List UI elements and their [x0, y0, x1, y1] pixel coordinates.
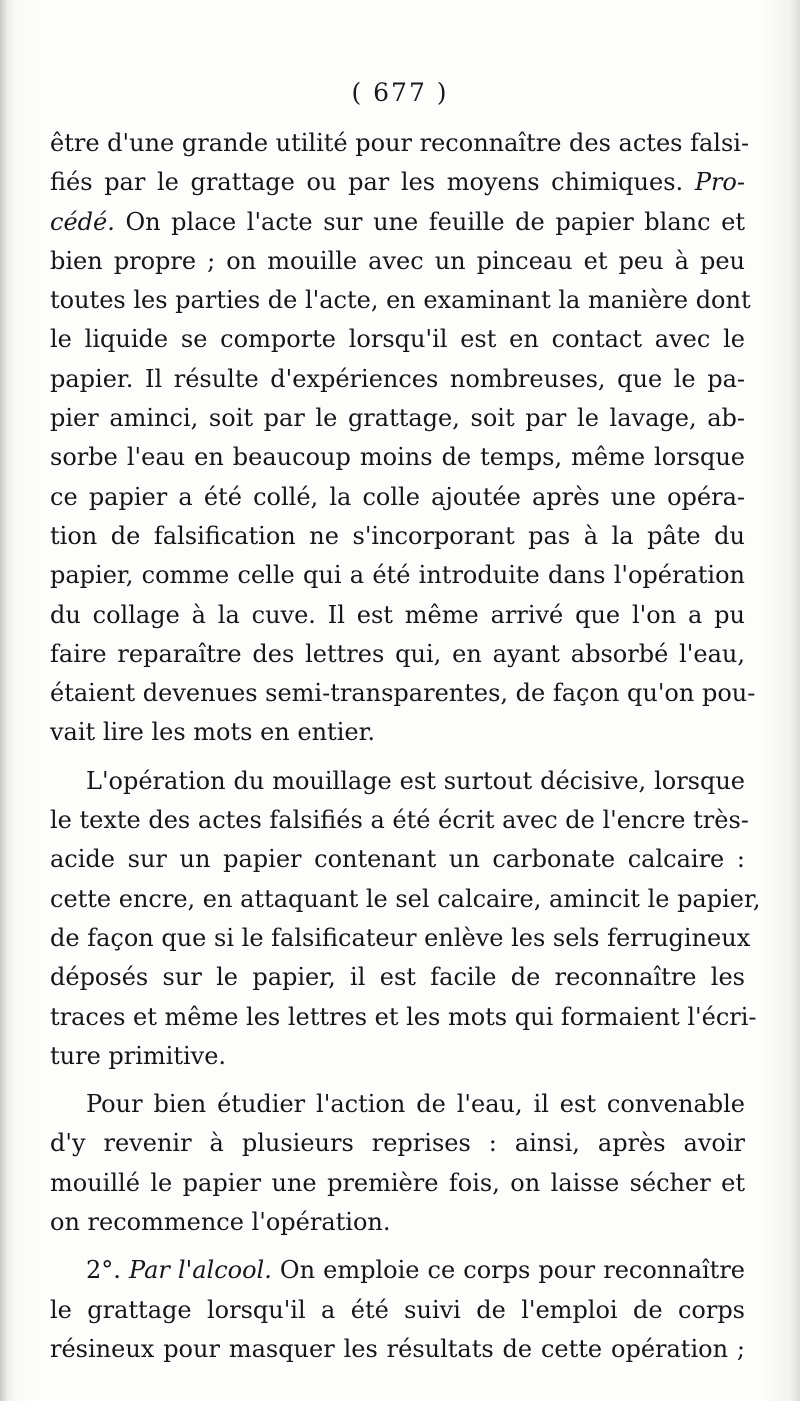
italic-term: cédé.: [50, 207, 115, 236]
text-line: Pour bien étudier l'action de l'eau, il est convenable: [86, 1090, 745, 1119]
italic-term: Pro-: [694, 168, 745, 197]
text-line: vait lire les mots en entier.: [50, 718, 376, 747]
text-line: déposés sur le papier, il est facile de reconnaître les: [50, 963, 745, 992]
page-number: ( 677 ): [351, 78, 449, 107]
text-line: cette encre, en attaquant le sel calcaire, amincit le papier,: [50, 884, 761, 913]
text-line: pier aminci, soit par le grattage, soit par le lavage, ab-: [50, 404, 745, 433]
text-line: traces et même les lettres et les mots qui formaient l'écri-: [50, 1002, 757, 1031]
text-line: bien propre ; on mouille avec un pinceau et peu à peu: [50, 246, 745, 275]
text-line: papier. Il résulte d'expériences nombreuses, que le pa-: [50, 364, 745, 393]
text-line: papier, comme celle qui a été introduite dans l'opération: [50, 561, 745, 590]
italic-term: Par l'alcool.: [129, 1256, 272, 1285]
text-line: de façon que si le falsificateur enlève les sels ferrugineux: [50, 923, 751, 952]
text-line: le texte des actes falsifiés a été écrit avec de l'encre très-: [50, 806, 749, 835]
text-line: cédé. On place l'acte sur une feuille de papier blanc et: [50, 207, 745, 236]
text-line: fiés par le grattage ou par les moyens chimiques. Pro-: [50, 168, 745, 197]
text-line: le liquide se comporte lorsqu'il est en contact avec le: [50, 325, 745, 354]
text-line: d'y revenir à plusieurs reprises : ainsi, après avoir: [50, 1129, 745, 1158]
text-line: ce papier a été collé, la colle ajoutée après une opéra-: [50, 482, 745, 511]
text-line: faire reparaître des lettres qui, en ayant absorbé l'eau,: [50, 639, 745, 668]
text-line: L'opération du mouillage est surtout décisive, lorsque: [86, 766, 745, 795]
text-line: mouillé le papier une première fois, on laisse sécher et: [50, 1168, 745, 1197]
text-line: on recommence l'opération.: [50, 1208, 391, 1237]
text-line: tion de falsification ne s'incorporant pas à la pâte du: [50, 521, 745, 550]
text-line: sorbe l'eau en beaucoup moins de temps, même lorsque: [50, 443, 745, 472]
page-body: [50, 124, 761, 1369]
text-line: 2°. Par l'alcool. On emploie ce corps pour reconnaître: [86, 1256, 745, 1285]
text-line: être d'une grande utilité pour reconnaître des actes falsi-: [50, 129, 750, 157]
text-line: ture primitive.: [50, 1041, 227, 1070]
text-line: toutes les parties de l'acte, en examinant la manière dont: [50, 286, 751, 315]
text-line: acide sur un papier contenant un carbonate calcaire :: [50, 845, 745, 874]
text-line: résineux pour masquer les résultats de cette opération ;: [50, 1334, 745, 1363]
text-line: le grattage lorsqu'il a été suivi de l'emploi de corps: [50, 1295, 745, 1324]
text-line: étaient devenues semi-transparentes, de façon qu'on pou-: [50, 679, 756, 708]
section-number: 2°: [86, 1256, 114, 1285]
text-line: du collage à la cuve. Il est même arrivé que l'on a pu: [50, 600, 745, 629]
